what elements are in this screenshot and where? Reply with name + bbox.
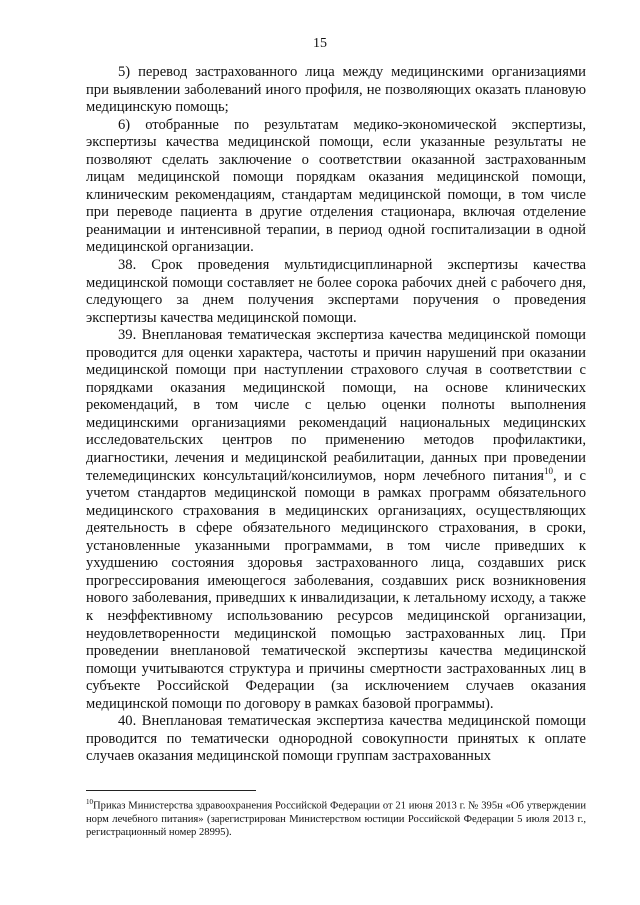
page-number: 15 — [313, 36, 327, 51]
paragraph-item-6: 6) отобранные по результатам медико-экономической экспертизы, экспертизы качества медицинской помощи, если указанные результаты не позволяют сделать заключение о соответствии оказанной застрахованным лицам медицинской помощи порядкам оказания медицинской помощи, клиническим рекомендациям, стандартам медицинской помощи, в том числе при переводе пациента в другие отделения стационара, включая отделение реанимации и интенсивной терапии, в период одной госпитализации в одной медицинской организации. — [86, 116, 586, 256]
footnote-reference[interactable]: 10 — [543, 465, 553, 476]
paragraph-39-end: , и с учетом стандартов медицинской помощи в рамках программ обязательного медицинского страхования в медицинских организациях, осуществляющих деятельность в сфере обязательного медицинского страхования, в сроки, установленные указанными программами, в том числе приведших к ухудшению состояния здоровья застрахованного лица, создавших риск прогрессирования имеющегося заболевания, создавших риск возникновения нового заболевания, приведших к инвалидизации, к летальному исходу, а также к неэффективному использованию ресурсов медицинской организации, неудовлетворенности медицинской помощью застрахованных лиц. При проведении внеплановой тематической экспертизы качества медицинской помощи учитываются структура и причины смертности застрахованных лиц в субъекте Российской Федерации (за исключением случаев оказания медицинской помощи по договору в рамках базовой программы). — [86, 467, 586, 712]
paragraph-40: 40. Внеплановая тематическая экспертиза качества медицинской помощи проводится по тематически однородной совокупности принятых к оплате случаев оказания медицинской помощи группам застрахованных — [86, 713, 586, 765]
footnote-divider — [86, 790, 256, 791]
footnote-number: 10 — [86, 798, 93, 806]
paragraph-38: 38. Срок проведения мультидисциплинарной экспертизы качества медицинской помощи составляет не более сорока рабочих дней с рабочего дня, следующего за днем получения экспертами поручения о проведения экспертизы качества медицинской помощи. — [86, 257, 586, 326]
paragraph-39-start: 39. Внеплановая тематическая экспертиза качества медицинской помощи проводится для оценки характера, частоты и причин нарушений при оказании медицинской помощи при наступлении страхового случая в соответствии с порядками оказания медицинской помощи, на основе клинических рекомендаций, в том числе с целью оценки полноты выполнения медицинскими организациями рекомендаций национальных медицинских исследовательских центров по применению методов профилактики, диагностики, лечения и медицинской реабилитации, данных при проведении телемедицинских консультаций/консилиумов, норм лечебного питания — [86, 327, 586, 484]
document-body — [86, 64, 586, 766]
paragraph-item-5: 5) перевод застрахованного лица между медицинскими организациями при выявлении заболеваний иного профиля, не позволяющих оказать плановую медицинскую помощь; — [86, 64, 586, 116]
paragraph-39 — [86, 327, 586, 713]
footnote — [86, 796, 586, 839]
footnote-text: Приказ Министерства здравоохранения Российской Федерации от 21 июня 2013 г. № 395н «Об утверждении норм лечебного питания» (зарегистрирован Министерством юстиции Российской Федерации 5 июля 2013 г., регистрационный номер 28995). — [86, 800, 586, 838]
